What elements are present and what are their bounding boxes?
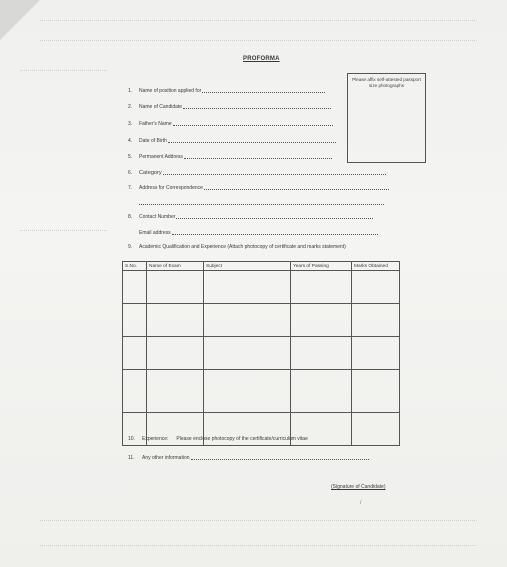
field-experience: 10. Experience: Please enclose photocopy of the certificate/curriculum vitae [128,436,308,442]
signature-label: (Signature of Candidate) [331,484,386,490]
table-cell[interactable] [204,337,291,370]
table-row [123,370,400,413]
field-category: 6. Category [128,170,386,176]
field-email [139,230,378,236]
col-header-year: Years of Passing [291,262,352,271]
field-label: Date of Birth [139,138,167,144]
fill-line[interactable] [204,189,389,190]
table-cell[interactable] [123,370,147,413]
field-note: Please enclose photocopy of the certificate/curriculum vitae [176,436,308,442]
table-cell[interactable] [352,304,400,337]
field-date-of-birth: 4. Date of Birth [128,138,336,144]
table-cell[interactable] [147,370,204,413]
col-header-exam: Name of Exam [147,262,204,271]
fill-line[interactable] [172,234,378,235]
field-label: Email address [139,230,171,236]
table-row [123,337,400,370]
table-cell[interactable] [352,413,400,446]
table-cell[interactable] [204,271,291,304]
table-cell[interactable] [291,271,352,304]
field-permanent-address: 5. Permanent Address [128,154,332,160]
field-label: Address for Correspondence [139,185,203,191]
fill-line[interactable] [183,108,331,109]
field-label: Name of Candidate [139,104,183,110]
field-label: Permanent Address [139,154,183,160]
table-cell[interactable] [291,304,352,337]
bleed-through-line [20,230,107,232]
pen-mark: / [360,500,362,506]
bleed-through-line [40,520,477,522]
field-position-applied: 1. Name of position applied for [128,88,325,94]
table-cell[interactable] [123,337,147,370]
table-row [123,304,400,337]
table-cell[interactable] [291,370,352,413]
fill-line[interactable] [184,158,332,159]
field-label: Name of position applied for [139,88,202,94]
fill-line[interactable] [173,125,333,126]
field-candidate-name: 2. Name of Candidate [128,104,331,110]
field-label: Contact Number [139,214,176,220]
qualification-table [122,261,400,446]
folded-corner [0,0,40,40]
fill-line[interactable] [163,174,386,175]
field-label: Category [139,170,162,176]
table-header-row [123,262,400,271]
table-cell[interactable] [291,337,352,370]
table-cell[interactable] [123,271,147,304]
form-title: PROFORMA [243,56,280,62]
field-label: Academic Qualification and Experience (Attach photocopy of certificate and marks statement) [139,244,346,250]
table-cell[interactable] [352,337,400,370]
table-row [123,271,400,304]
fill-line[interactable] [168,142,336,143]
col-header-marks: Marks Obtained [352,262,400,271]
fill-line[interactable] [176,218,373,219]
fill-line[interactable] [202,92,325,93]
bleed-through-line [20,70,107,72]
field-label: Experience: [142,436,169,442]
table-cell[interactable] [352,370,400,413]
field-label: Father's Name [139,121,172,127]
photo-box [347,73,426,163]
table-cell[interactable] [352,271,400,304]
table-cell[interactable] [147,271,204,304]
table-cell[interactable] [204,370,291,413]
field-fathers-name: 3. Father's Name [128,121,333,127]
col-header-subject: Subject [204,262,291,271]
fill-line-continuation[interactable] [139,204,384,205]
photo-box-instructions: Please affix self-attested passport size photographs [352,77,421,88]
bleed-through-line [40,40,477,42]
col-header-sno: S.No. [123,262,147,271]
field-academic-qualification: 9. Academic Qualification and Experience (Attach photocopy of certificate and marks statement) [128,244,346,250]
table-cell[interactable] [147,337,204,370]
field-contact-number: 8. Contact Number [128,214,373,220]
fill-line[interactable] [191,459,369,460]
field-correspondence-address: 7. Address for Correspondence [128,185,389,191]
bleed-through-line [40,545,477,547]
field-label: Any other information [142,455,190,461]
table-cell[interactable] [147,304,204,337]
table-cell[interactable] [204,304,291,337]
field-other-information: 11. Any other information [128,455,369,461]
bleed-through-line [40,20,477,22]
table-cell[interactable] [123,304,147,337]
